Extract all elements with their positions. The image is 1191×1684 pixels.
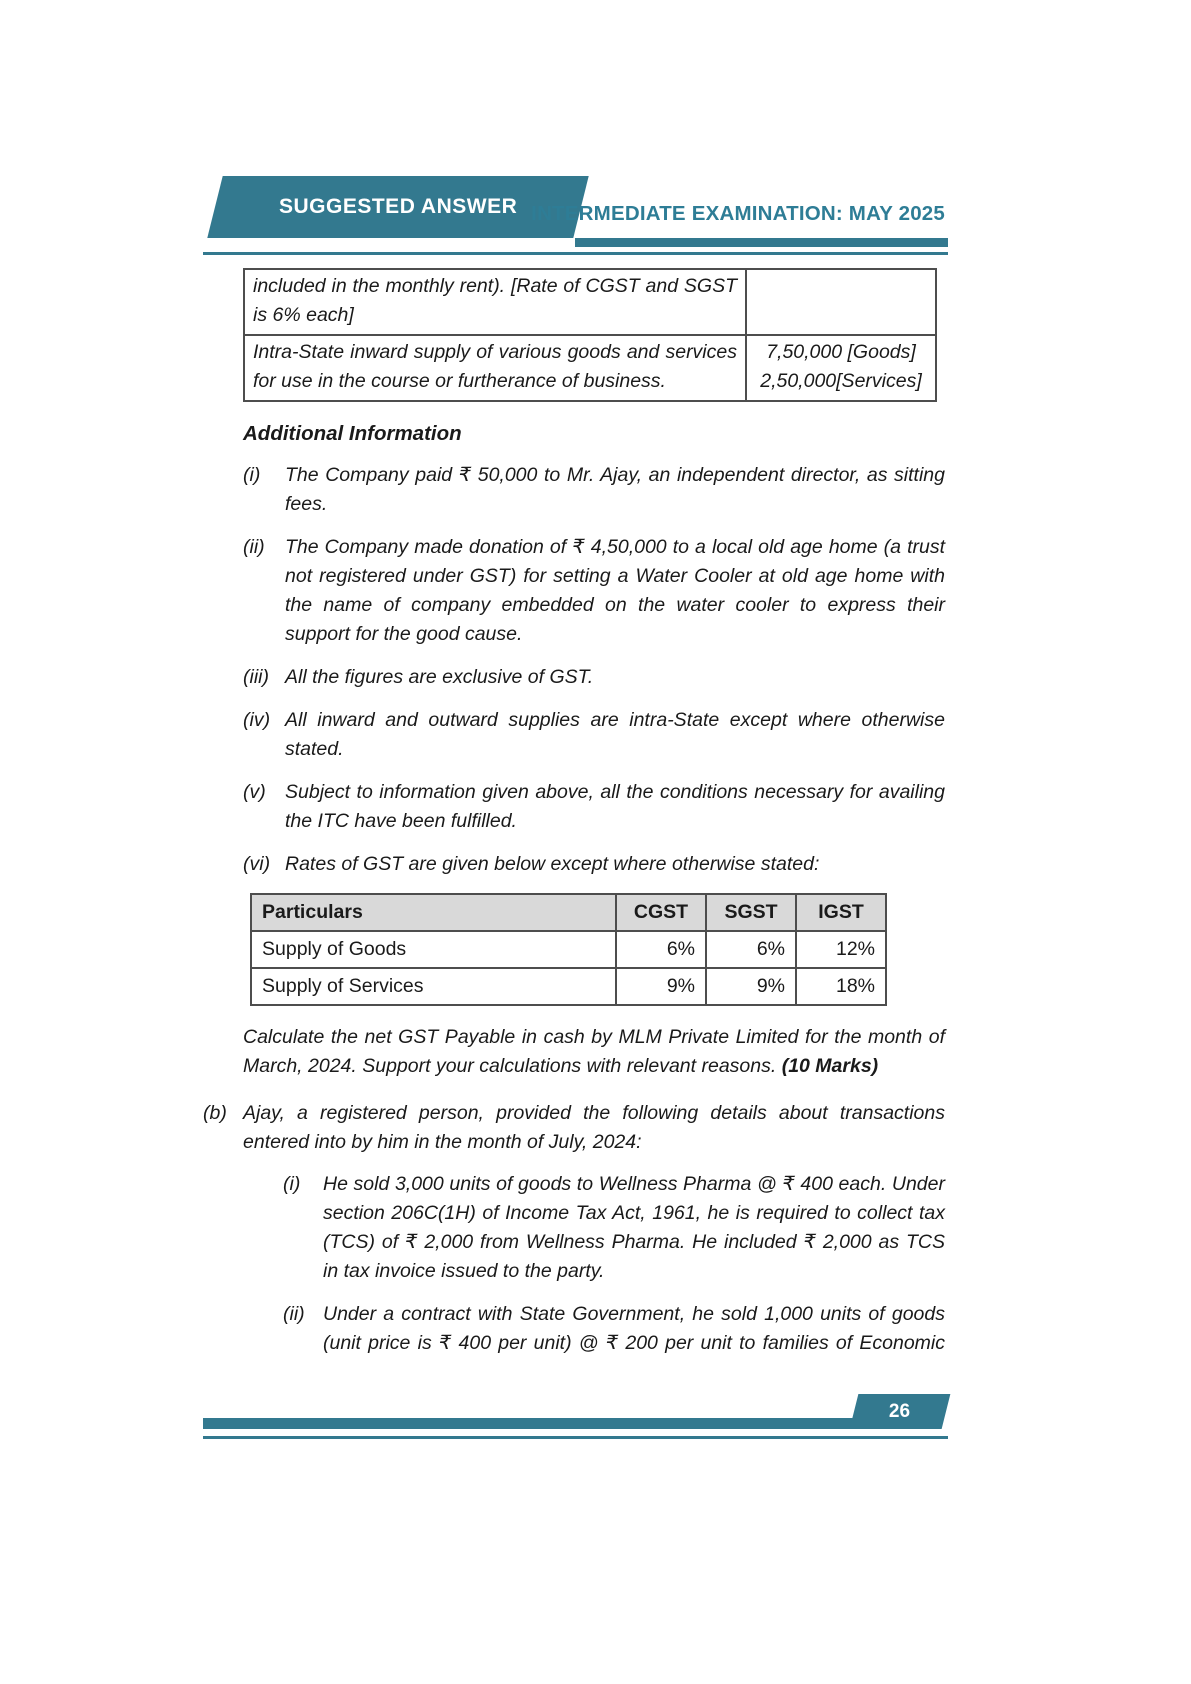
page-content [203,268,945,1358]
banner-label: SUGGESTED ANSWER [278,195,518,218]
question-b [203,1099,945,1358]
question-intro-text: Ajay, a registered person, provided the following details about transactions entered into by him in the month of July, 2024: [243,1102,945,1153]
page-header [203,176,948,258]
col-header-igst: IGST [796,894,886,931]
question-label: (b) [203,1102,227,1124]
table-header-row [251,894,886,931]
gst-rates-table [250,893,887,1006]
list-item [283,1170,945,1286]
footer-rule-line [203,1436,948,1439]
header-rule-line [203,252,948,255]
amount-cell [746,269,936,335]
exam-title: INTERMEDIATE EXAMINATION: MAY 2025 [531,202,945,225]
question-b-list [283,1170,945,1358]
list-item [243,663,945,692]
header-accent-bar [575,238,948,247]
cgst-cell: 6% [616,931,706,968]
list-item [243,850,945,879]
amount-services: 2,50,000[Services] [760,370,922,392]
item-label: (vi) [243,853,271,875]
additional-information-heading: Additional Information [243,422,462,445]
item-text: He sold 3,000 units of goods to Wellness Pharma @ ₹ 400 each. Under section 206C(1H) of Income Tax Act, 1961, he is required to collect tax (TCS) of ₹ 2,000 from Wellness Pharma. He included ₹ 2,000 as TCS in tax invoice issued to the party. [323,1173,945,1282]
table-row [251,931,886,968]
col-header-particulars: Particulars [251,894,616,931]
col-header-cgst: CGST [616,894,706,931]
closing-text: Calculate the net GST Payable in cash by MLM Private Limited for the month of March, 2024. Support your calculations with relevant reasons. [243,1026,945,1077]
igst-cell: 18% [796,968,886,1005]
table-row [244,269,936,335]
item-label: (iv) [243,709,271,731]
sgst-cell: 6% [706,931,796,968]
list-item [243,706,945,764]
marks-label: (10 Marks) [781,1055,879,1077]
particulars-cell: Intra-State inward supply of various goods and services for use in the course or furtherance of business. [244,335,746,401]
list-item [283,1300,945,1358]
item-text: All inward and outward supplies are intra-State except where otherwise stated. [285,709,945,760]
additional-information-list [243,461,945,879]
particulars-cell: included in the monthly rent). [Rate of CGST and SGST is 6% each] [244,269,746,335]
item-text: Under a contract with State Government, he sold 1,000 units of goods (unit price is ₹ 400 per unit) @ ₹ 200 per unit to families of Economic [323,1303,945,1354]
igst-cell: 12% [796,931,886,968]
list-item [243,778,945,836]
page-number: 26 [889,1400,911,1422]
table-row [244,335,936,401]
list-item [243,533,945,649]
item-label: (i) [243,464,261,486]
item-label: (ii) [283,1303,305,1325]
amount-goods: 7,50,000 [Goods] [766,341,916,363]
page-footer [203,1394,948,1446]
particulars-cell: Supply of Goods [251,931,616,968]
col-header-sgst: SGST [706,894,796,931]
item-text: Rates of GST are given below except where otherwise stated: [285,853,820,875]
item-text: The Company paid ₹ 50,000 to Mr. Ajay, an independent director, as sitting fees. [285,464,945,515]
cgst-cell: 9% [616,968,706,1005]
footer-accent-bar [203,1418,862,1429]
table-row [251,968,886,1005]
page-number-tab [850,1394,951,1429]
item-text: All the figures are exclusive of GST. [285,666,594,688]
question-b-intro [203,1099,945,1157]
particulars-cell: Supply of Services [251,968,616,1005]
list-item [243,461,945,519]
item-label: (iii) [243,666,269,688]
item-text: Subject to information given above, all the conditions necessary for availing the ITC have been fulfilled. [285,781,945,832]
amount-cell [746,335,936,401]
item-label: (i) [283,1173,301,1195]
item-text: The Company made donation of ₹ 4,50,000 to a local old age home (a trust not registered under GST) for setting a Water Cooler at old age home with the name of company embedded on the water cooler to express their support for the good cause. [285,536,945,645]
item-label: (ii) [243,536,265,558]
supply-details-table [243,268,937,402]
item-label: (v) [243,781,266,803]
question-a-closing [243,1023,945,1081]
sgst-cell: 9% [706,968,796,1005]
